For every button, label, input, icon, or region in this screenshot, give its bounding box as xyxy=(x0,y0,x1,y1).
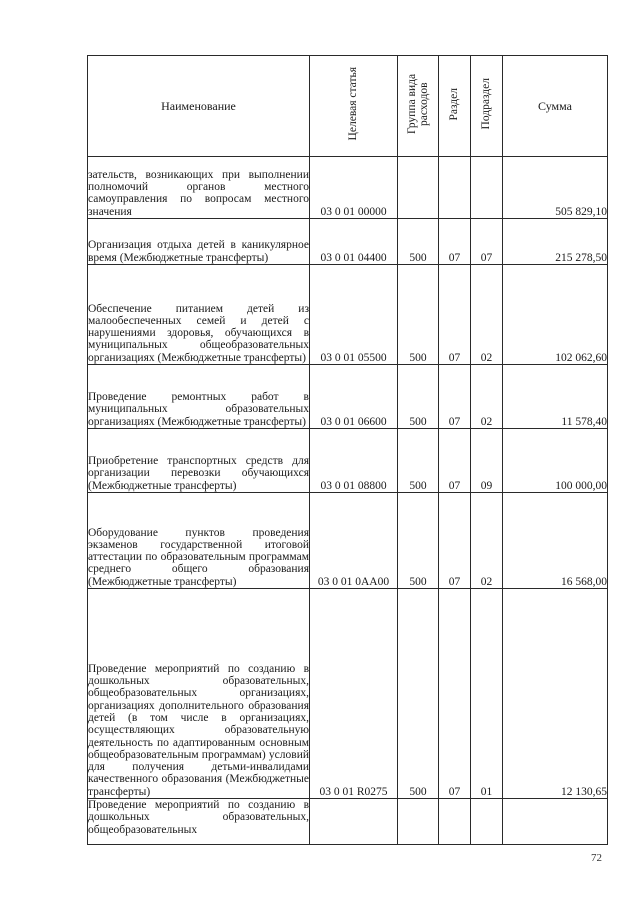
row-target-article: 03 0 01 0АА00 xyxy=(310,493,398,589)
table-body xyxy=(88,157,608,845)
table-row xyxy=(88,429,608,493)
row-section: 07 xyxy=(439,589,471,799)
row-target-article: 03 0 01 06600 xyxy=(310,365,398,429)
row-target-article xyxy=(310,799,398,845)
table-row xyxy=(88,799,608,845)
row-sum: 505 829,10 xyxy=(503,157,608,219)
row-section: 07 xyxy=(439,365,471,429)
table-header-row xyxy=(88,56,608,157)
row-section: 07 xyxy=(439,219,471,265)
row-target-article: 03 0 01 08800 xyxy=(310,429,398,493)
row-target-article: 03 0 01 05500 xyxy=(310,265,398,365)
table-row xyxy=(88,493,608,589)
row-section: 07 xyxy=(439,493,471,589)
header-subsection: Подраздел xyxy=(471,56,503,157)
row-section xyxy=(439,799,471,845)
table-row xyxy=(88,157,608,219)
row-subsection: 07 xyxy=(471,219,503,265)
row-subsection: 01 xyxy=(471,589,503,799)
row-name: Проведение мероприятий по созданию в дошкольных образовательных, общеобразовательных xyxy=(88,799,310,845)
row-group: 500 xyxy=(398,219,439,265)
header-expense-group: Группа вида расходов xyxy=(398,56,439,157)
row-name: Проведение ремонтных работ в муниципальных образовательных организациях (Межбюджетные трансферты) xyxy=(88,365,310,429)
row-group: 500 xyxy=(398,429,439,493)
row-group xyxy=(398,799,439,845)
row-sum: 102 062,60 xyxy=(503,265,608,365)
row-section xyxy=(439,157,471,219)
row-group: 500 xyxy=(398,493,439,589)
page-number: 72 xyxy=(591,852,602,864)
row-subsection: 02 xyxy=(471,365,503,429)
header-name: Наименование xyxy=(88,56,310,157)
row-name: Оборудование пунктов проведения экзаменов государственной итоговой аттестации по образовательным программам среднего общего образования (Межбюджетные трансферты) xyxy=(88,493,310,589)
row-sum: 100 000,00 xyxy=(503,429,608,493)
row-sum: 16 568,00 xyxy=(503,493,608,589)
row-group: 500 xyxy=(398,589,439,799)
row-name: зательств, возникающих при выполнении полномочий органов местного самоуправления по вопросам местного значения xyxy=(88,157,310,219)
row-sum: 11 578,40 xyxy=(503,365,608,429)
row-group xyxy=(398,157,439,219)
table-row xyxy=(88,589,608,799)
row-subsection: 02 xyxy=(471,493,503,589)
table-row xyxy=(88,265,608,365)
row-subsection xyxy=(471,157,503,219)
row-subsection: 02 xyxy=(471,265,503,365)
table-row xyxy=(88,365,608,429)
header-sum: Сумма xyxy=(503,56,608,157)
row-sum: 12 130,65 xyxy=(503,589,608,799)
row-sum: 215 278,50 xyxy=(503,219,608,265)
row-section: 07 xyxy=(439,265,471,365)
row-subsection xyxy=(471,799,503,845)
row-name: Обеспечение питанием детей из малообеспеченных семей и детей с нарушениями здоровья, обучающихся в муниципальных общеобразовательных организациях (Межбюджетные трансферты) xyxy=(88,265,310,365)
row-section: 07 xyxy=(439,429,471,493)
row-target-article: 03 0 01 R0275 xyxy=(310,589,398,799)
header-section: Раздел xyxy=(439,56,471,157)
header-target-article: Целевая статья xyxy=(310,56,398,157)
row-sum xyxy=(503,799,608,845)
table-row xyxy=(88,219,608,265)
row-group: 500 xyxy=(398,265,439,365)
row-name: Организация отдыха детей в каникулярное время (Межбюджетные трансферты) xyxy=(88,219,310,265)
row-target-article: 03 0 01 00000 xyxy=(310,157,398,219)
row-name: Проведение мероприятий по созданию в дошкольных образовательных, общеобразовательных организациях, организациях дополнительного образования детей (в том числе в организациях, осуществляющих образовательную деятельность по адаптированным основным общеобразовательным программам) условий для получения детьми-инвалидами качественного образования (Межбюджетные трансферты) xyxy=(88,589,310,799)
row-subsection: 09 xyxy=(471,429,503,493)
row-name: Приобретение транспортных средств для организации перевозки обучающихся (Межбюджетные трансферты) xyxy=(88,429,310,493)
row-group: 500 xyxy=(398,365,439,429)
row-target-article: 03 0 01 04400 xyxy=(310,219,398,265)
budget-table xyxy=(87,55,608,845)
